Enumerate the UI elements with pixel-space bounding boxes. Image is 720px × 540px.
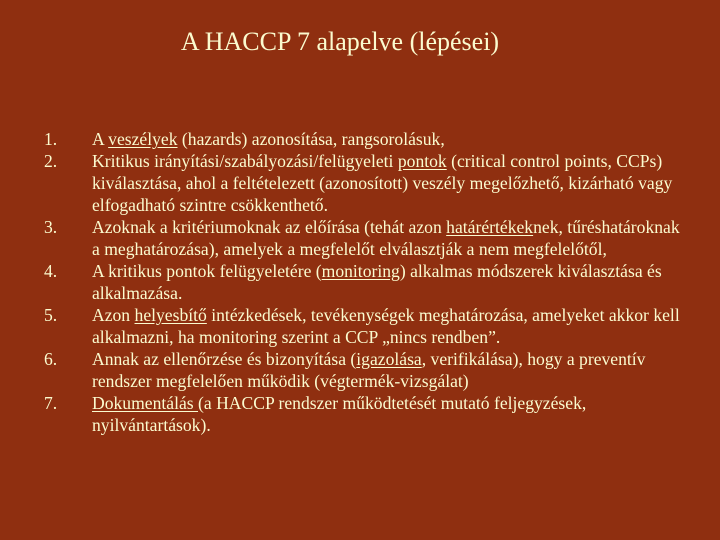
list-item-5 [0,304,720,348]
item-number: 1. [44,129,58,149]
term-helyesbito: helyesbítő [134,305,207,325]
item-number: 4. [44,261,58,281]
term-dokumentalas: Dokumentálás [92,393,199,413]
list-item-2 [0,150,720,216]
term-veszelyek: veszélyek [108,129,178,149]
item-number: 3. [44,217,58,237]
item-number: 2. [44,151,58,171]
item-text: A kritikus pontok felügyeletére (monitoring) alkalmas módszerek kiválasztása és alkalmazása. [92,261,662,303]
list-item-6 [0,348,720,392]
item-number: 7. [44,393,58,413]
item-text: Kritikus irányítási/szabályozási/felügyeleti pontok (critical control points, CCPs) kiválasztása, ahol a feltételezett (azonosított) veszély megelőzhető, kizárható vagy elfogadható szintre csökkenthető. [92,151,673,215]
principles-list [0,128,720,436]
slide-title: A HACCP 7 alapelve (lépései) [180,27,500,56]
item-text: A veszélyek (hazards) azonosítása, rangsorolásuk, [92,129,445,149]
term-monitoring: monitoring [321,261,400,281]
term-hatarertekek: határértékek [446,217,534,237]
item-number: 6. [44,349,58,369]
item-number: 5. [44,305,58,325]
list-item-1 [0,128,720,150]
term-igazolasa: igazolása [356,349,422,369]
item-text: Azoknak a kritériumoknak az előírása (tehát azon határértékeknek, tűréshatároknak a meghatározása), amelyek a megfelelőt elválasztják a nem megfelelőtől, [92,217,680,259]
list-item-7 [0,392,720,436]
list-item-3 [0,216,720,260]
item-text: Azon helyesbítő intézkedések, tevékenységek meghatározása, amelyeket akkor kell alkalmazni, ha monitoring szerint a CCP „nincs rendben”. [92,305,680,347]
item-text: Dokumentálás (a HACCP rendszer működtetését mutató feljegyzések, nyilvántartások). [92,393,587,435]
item-text: Annak az ellenőrzése és bizonyítása (igazolása, verifikálása), hogy a preventív rendszer megfelelően működik (végtermék-vizsgálat) [92,349,646,391]
term-pontok: pontok [397,151,447,171]
list-item-4 [0,260,720,304]
